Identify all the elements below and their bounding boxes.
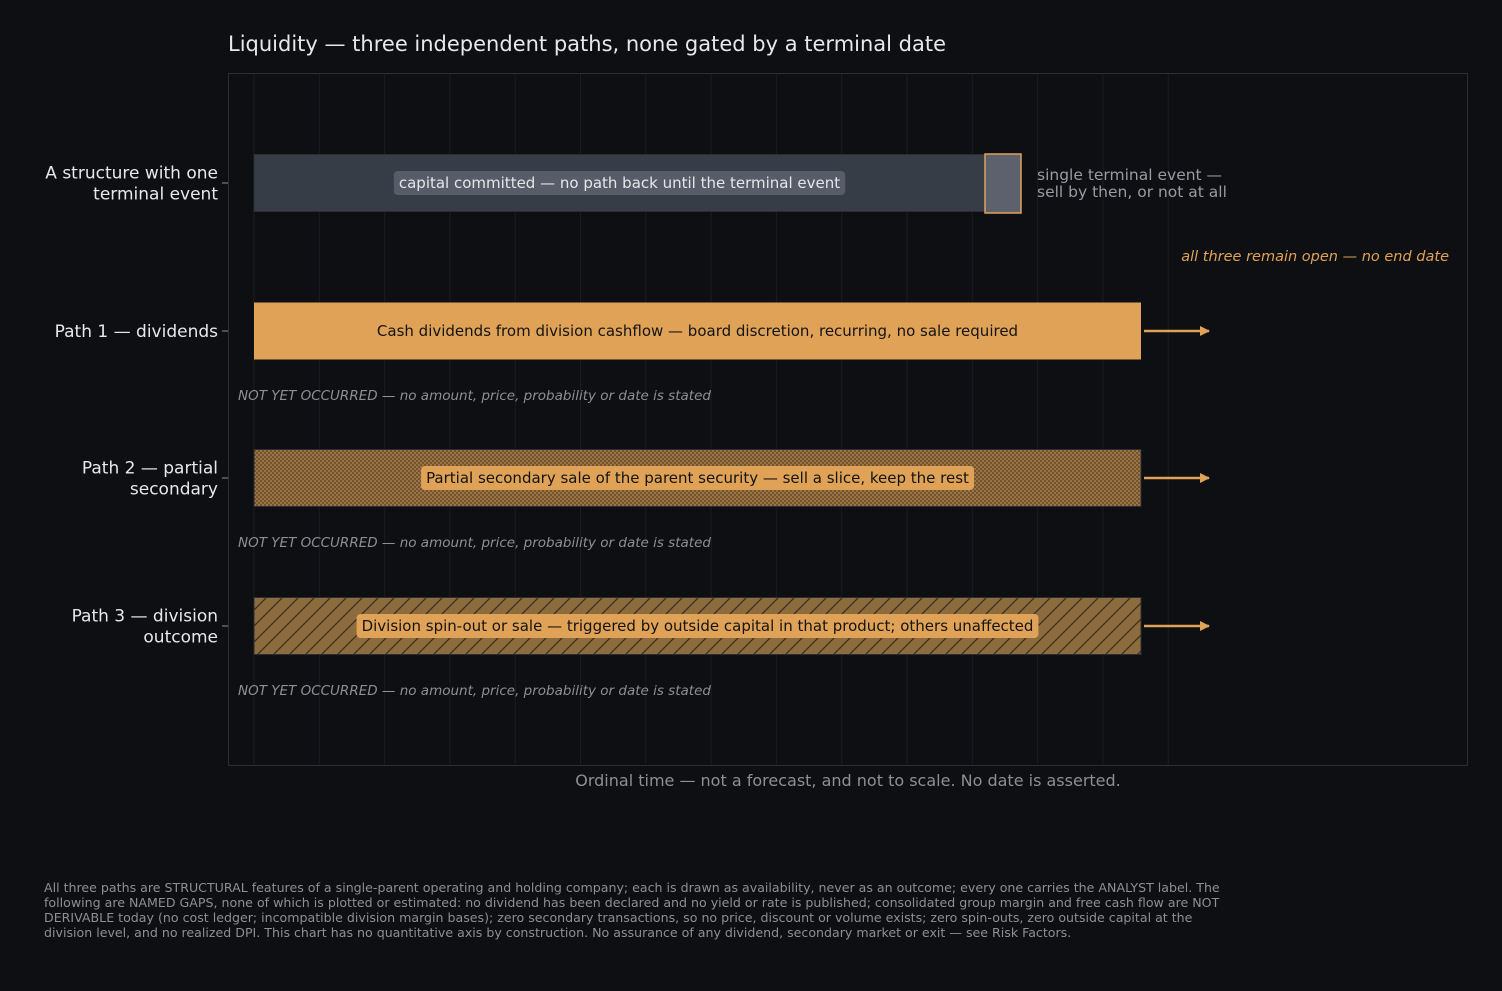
row-2 bbox=[55, 303, 1209, 405]
row-3 bbox=[82, 450, 1209, 552]
bar-label: Partial secondary sale of the parent security — sell a slice, keep the rest bbox=[426, 469, 969, 487]
open-ended-annotation: all three remain open — no end date bbox=[1181, 249, 1449, 265]
chart-title: Liquidity — three independent paths, none gated by a terminal date bbox=[228, 32, 947, 56]
terminal-event-note: single terminal event — sell by then, or not at all bbox=[1037, 166, 1227, 201]
status-note: NOT YET OCCURRED — no amount, price, probability or date is stated bbox=[238, 683, 711, 699]
y-category-label: Path 2 — partial secondary bbox=[81, 458, 218, 500]
y-category-label: Path 1 — dividends bbox=[54, 322, 218, 342]
row-4 bbox=[72, 598, 1209, 700]
row-1 bbox=[45, 154, 1227, 213]
footnote-disclaimer: All three paths are STRUCTURAL features of a single-parent operating and holding company; each is drawn as availability, never as an outcome; every one carries the ANALYST label. The following are NAMED GAPS, none of which is plotted or estimated: no dividend has been declared and no yield or rate is published; consolidated group margin and free cash flow are NOT DERIVABLE today (no cost ledger; incompatible division margin bases); zero secondary transactions, so no price, discount or volume exists; zero spin-outs, zero outside capital at the division level, and no realized DPI. This chart has no quantitative axis by construction. No assurance of any dividend, secondary market or exit — see Risk Factors. bbox=[44, 880, 1220, 940]
x-axis-label: Ordinal time — not a forecast, and not to scale. No date is asserted. bbox=[575, 771, 1121, 790]
y-category-label: A structure with one terminal event bbox=[45, 163, 218, 205]
bar-label: Cash dividends from division cashflow — board discretion, recurring, no sale required bbox=[376, 322, 1019, 340]
status-note: NOT YET OCCURRED — no amount, price, probability or date is stated bbox=[238, 535, 711, 551]
bar-label: Division spin-out or sale — triggered by outside capital in that product; others unaffected bbox=[361, 617, 1034, 635]
chart-rows bbox=[45, 154, 1227, 699]
bar-label: capital committed — no path back until the terminal event bbox=[398, 174, 841, 192]
y-category-label: Path 3 — division outcome bbox=[71, 606, 218, 648]
status-note: NOT YET OCCURRED — no amount, price, probability or date is stated bbox=[238, 388, 711, 404]
terminal-event-marker bbox=[985, 154, 1021, 213]
